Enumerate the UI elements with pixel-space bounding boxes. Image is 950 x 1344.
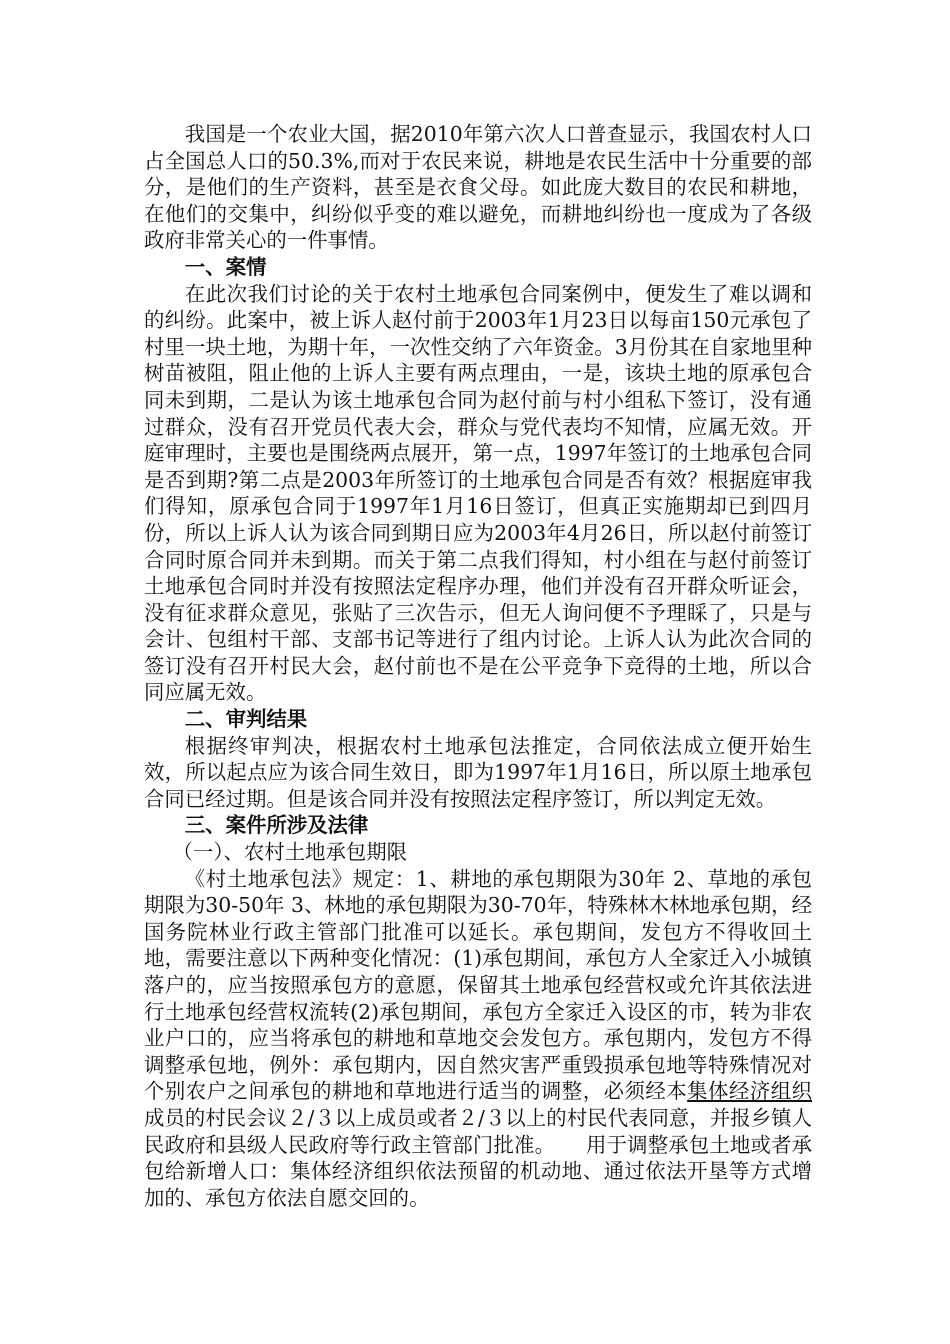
- section-3-body-part1: 《村土地承包法》规定：1、耕地的承包期限为30年 2、草地的承包期限为30-50年 3、林地的承包期限为30-70年，特殊林木林地承包期，经国务院林业行政主管部门批准可以延长。承包期间，发包方不得收回土地，需要注意以下两种变化情况：(1)承包期间，承包方人全家迁入小城镇落户的，应当按照承包方的意愿，保留其土地承包经营权或允许其依法进行土地承包经营权流转(2)承包期间，承包方全家迁入设区的市，转为非农业户口的，应当将承包的耕地和草地交会发包方。承包期内，发包方不得调整承包地，例外：承包期内，因自然灾害严重毁损承包地等特殊情况对个别农户之间承包的耕地和草地进行适当的调整，必须经本: [144, 866, 812, 1104]
- document-page: [144, 121, 812, 1211]
- section-3-subheading: （一）、农村土地承包期限: [172, 840, 408, 865]
- section-1-body: 在此次我们讨论的关于农村土地承包合同案例中，便发生了难以调和的纠纷。此案中，被上诉人赵付前于2003年1月23日以每亩150元承包了村里一块土地，为期十年，一次性交纳了六年资金。3月份其在自家地里种树苗被阻，阻止他的上诉人主要有两点理由，一是，该块土地的原承包合同未到期，二是认为该土地承包合同为赵付前与村小组私下签订，没有通过群众，没有召开党员代表大会，群众与党代表均不知情，应属无效。开庭审理时，主要也是围绕两点展开，第一点，1997年签订的土地承包合同是否到期?第二点是2003年所签订的土地承包合同是否有效？根据庭审我们得知，原承包合同于1997年1月16日签订，但真正实施期却已到四月份，所以上诉人认为该合同到期日应为2003年4月26日，所以赵付前签订合同时原合同并未到期。而关于第二点我们得知，村小组在与赵付前签订土地承包合同时并没有按照法定程序办理，他们并没有召开群众听证会，没有征求群众意见，张贴了三次告示，但无人询问便不予理睬了，只是与会计、包组村干部、支部书记等进行了组内讨论。上诉人认为此次合同的签订没有召开村民大会，赵付前也不是在公平竞争下竞得的土地，所以合同应属无效。: [144, 281, 812, 705]
- collective-economic-organization-link[interactable]: 集体经济组织: [687, 1079, 812, 1104]
- section-3-body-part2: 成员的村民会议２/３以上成员或者２/３以上的村民代表同意，并报乡镇人民政府和县级人民政府等行政主管部门批准。 用于调整承包土地或者承包给新增人口：集体经济组织依法预留的机动地、通过依法开垦等方式增加的、承包方依法自愿交回的。: [144, 1105, 812, 1210]
- section-1-heading: 一、案情: [184, 254, 267, 279]
- section-3-body: [144, 866, 812, 1212]
- intro-paragraph: 我国是一个农业大国，据2010年第六次人口普查显示，我国农村人口占全国总人口的50.3%,而对于农民来说，耕地是农民生活中十分重要的部分，是他们的生产资料，甚至是衣食父母。如此庞大数目的农民和耕地，在他们的交集中，纠纷似乎变的难以避免，而耕地纠纷也一度成为了各级政府非常关心的一件事情。: [144, 122, 812, 253]
- section-2-heading: 二、审判结果: [184, 707, 308, 732]
- section-2-body: 根据终审判决，根据农村土地承包法推定，合同依法成立便开始生效，所以起点应为该合同生效日，即为1997年1月16日，所以原土地承包合同已经过期。但是该合同并没有按照法定程序签订，所以判定无效。: [144, 733, 812, 811]
- section-3-heading: 三、案件所涉及法律: [184, 813, 369, 838]
